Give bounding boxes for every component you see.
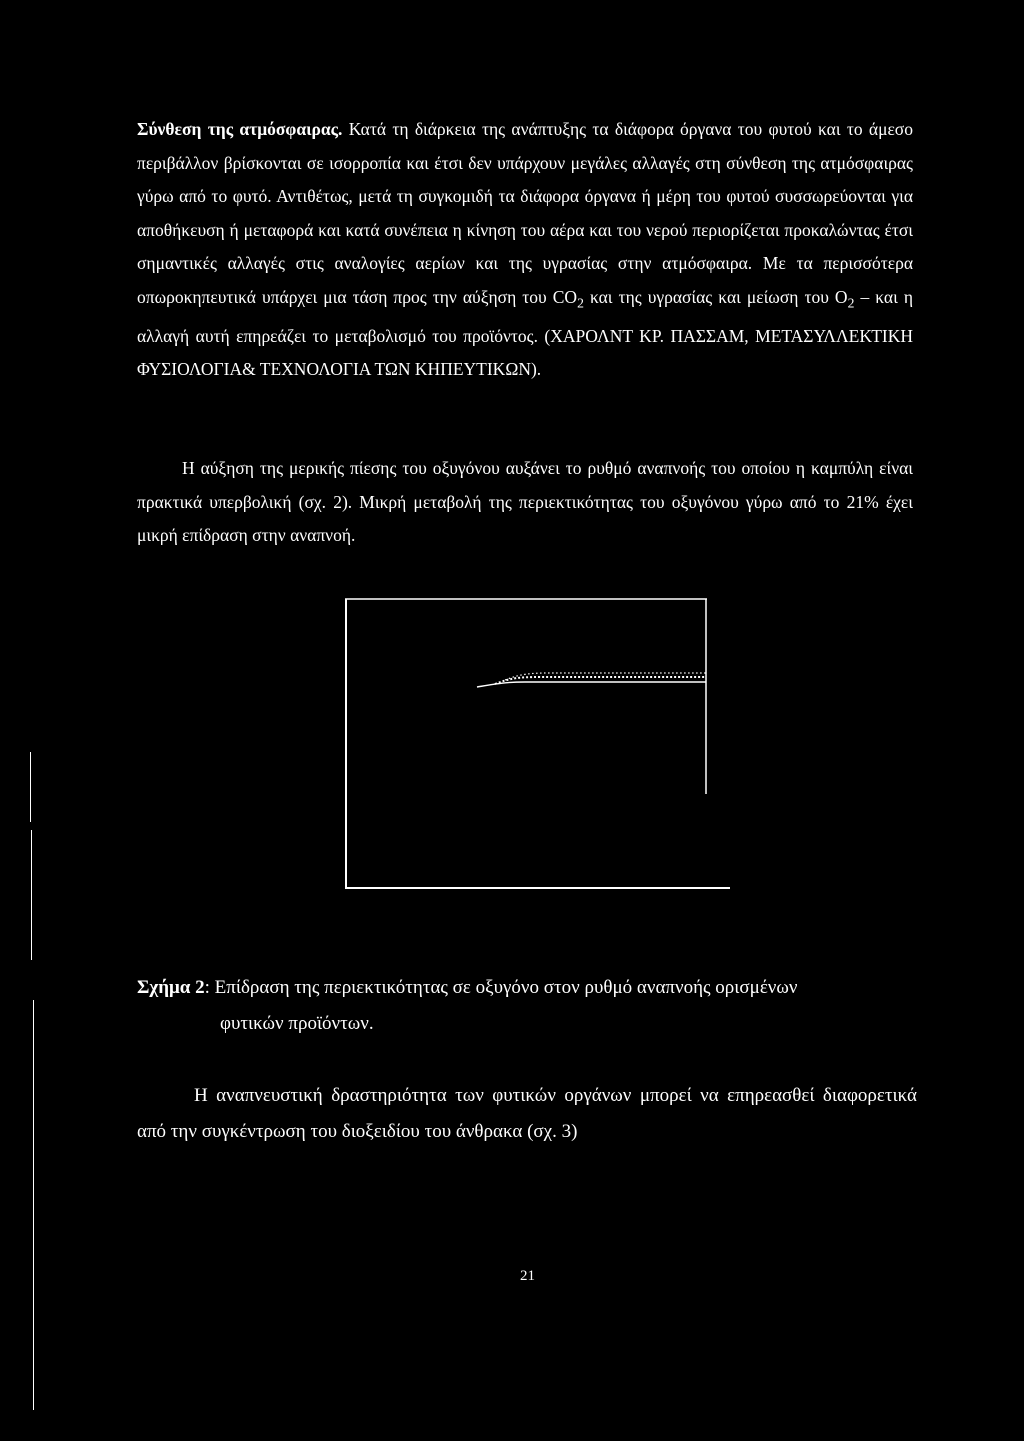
scan-edge-line [31, 830, 32, 960]
caption-label: Σχήμα 2 [137, 977, 205, 998]
caption-text-continued: φυτικών προϊόντων. [220, 1013, 374, 1034]
paragraph-atmosphere [137, 113, 913, 387]
scan-edge-line [30, 752, 31, 822]
subscript: 2 [847, 295, 855, 310]
caption-text: : Επίδραση της περιεκτικότητας σε οξυγόνο στον ρυθμό αναπνοής ορισμένων [204, 977, 798, 998]
subscript: 2 [577, 295, 584, 310]
paragraph-heading: Σύνθεση της ατμόσφαιρας. [137, 119, 343, 139]
figure-curve-dotted [495, 677, 706, 684]
figure-curve-solid [477, 682, 706, 687]
figure-caption [137, 970, 907, 1042]
page-number: 21 [520, 1268, 535, 1284]
paragraph-oxygen: Η αύξηση της μερικής πίεσης του οξυγόνου αυξάνει το ρυθμό αναπνοής του οποίου η καμπύλη είναι πρακτικά υπερβολική (σχ. 2). Μικρή μεταβολή της περιεκτικότητας του οξυγόνου γύρω από το 21% έχει μικρή επίδραση στην αναπνοή. [137, 458, 913, 545]
paragraph-text: Κατά τη διάρκεια της ανάπτυξης τα διάφορα όργανα του φυτού και το άμεσο περιβάλλον βρίσκονται σε ισορροπία και έτσι δεν υπάρχουν μεγάλες αλλαγές στη σύνθεση της ατμόσφαιρας γύρω από το φυτό. Αντιθέτως, μετά τη συγκομιδή τα διάφορα όργανα ή μέρη του φυτού συσσωρεύονται για αποθήκευση ή μεταφορά και κατά συνέπεια η κίνηση του αέρα και του νερού περιορίζεται προκαλώντας έτσι σημαντικές αλλαγές στις αναλογίες αερίων και της υγρασίας στην ατμόσφαιρα. Με τα περισσότερα οπωροκηπευτικά υπάρχει μια τάση προς την αύξηση του CO [137, 119, 913, 307]
paragraph-text: – και η αλλαγή αυτή επηρεάζει το μεταβολισμό του προϊόντος. (ΧΑΡΟΛΝΤ ΚΡ. ΠΑΣΣΑΜ, ΜΕΤΑΣΥΛΛΕΚΤΙΚΗ ΦΥΣΙΟΛΟΓΙΑ& ΤΕΧΝΟΛΟΓΙΑ ΤΩΝ ΚΗΠΕΥΤΙΚΩΝ). [137, 286, 913, 379]
scan-edge-line [33, 1000, 34, 1410]
figure-2-graph [345, 598, 730, 890]
paragraph-co2: Η αναπνευστική δραστηριότητα των φυτικών οργάνων μπορεί να επηρεασθεί διαφορετικά από την συγκέντρωση του διοξειδίου του άνθρακα (σχ. 3) [137, 1085, 917, 1142]
paragraph-text: και της υγρασίας και μείωση του O [583, 286, 848, 307]
